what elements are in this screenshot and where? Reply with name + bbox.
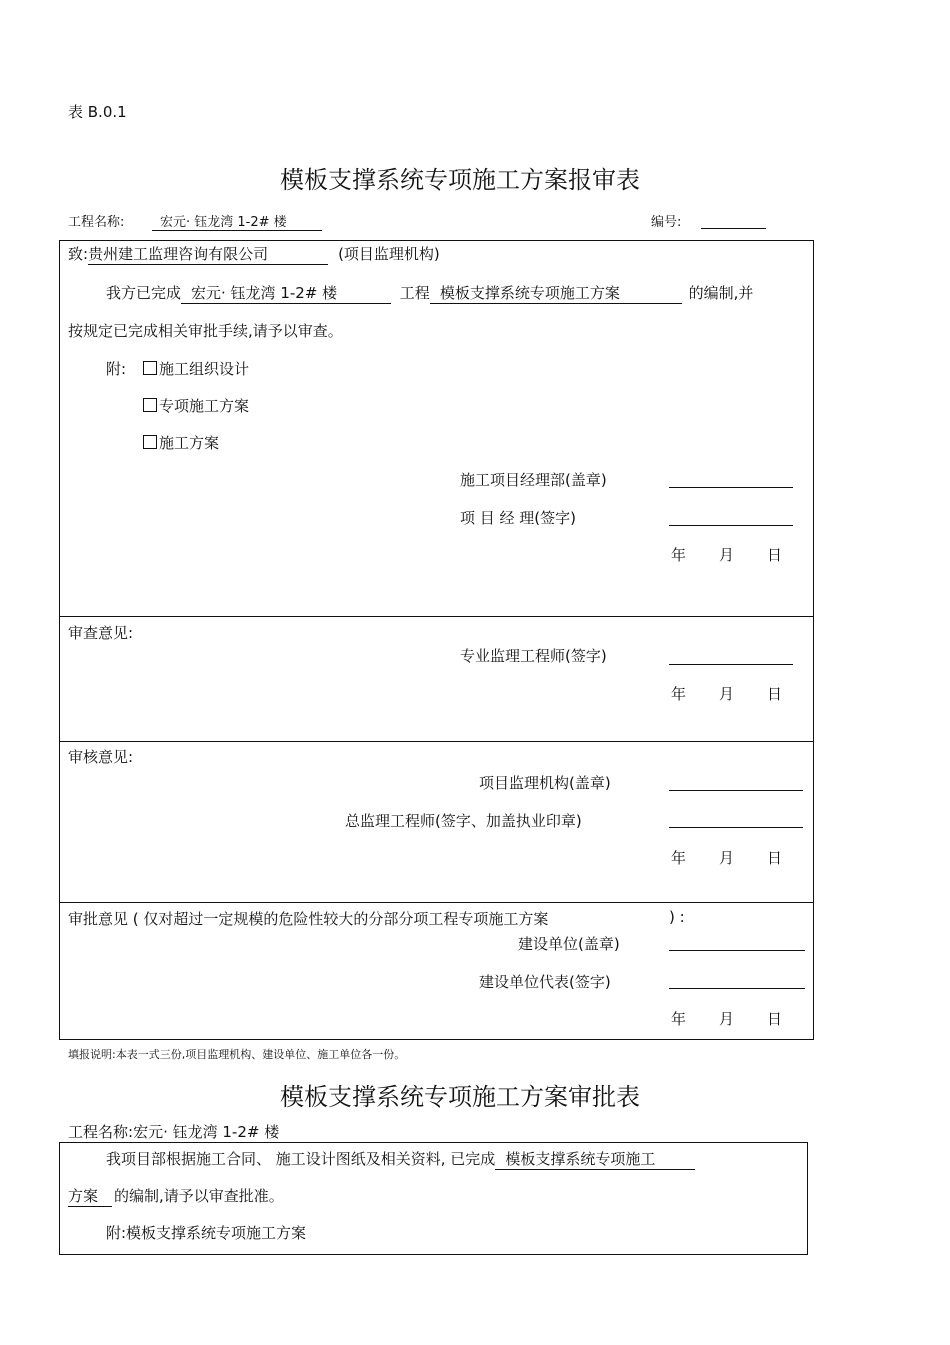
sig1-manager-line[interactable] <box>669 525 793 526</box>
audit-label: 审核意见: <box>68 748 134 766</box>
audit-chief-line[interactable] <box>669 827 803 828</box>
date-2: 年 月 日 <box>671 685 783 703</box>
audit-org-line[interactable] <box>669 790 803 791</box>
review-label: 审查意见: <box>68 624 134 642</box>
divider <box>59 741 814 742</box>
attach-item-0[interactable]: 施工组织设计 <box>143 358 249 379</box>
to-line: 致:贵州建工监理咨询有限公司 (项目监理机构) <box>68 245 440 263</box>
checkbox[interactable] <box>143 361 157 375</box>
project-name: 宏元· 钰龙湾 1-2# 楼 <box>152 211 322 231</box>
approve-unit-line[interactable] <box>669 950 805 951</box>
audit-org-label: 项目监理机构(盖章) <box>479 774 611 792</box>
review-sig-label: 专业监理工程师(签字) <box>460 647 607 665</box>
project2-line: 工程名称:宏元· 钰龙湾 1-2# 楼 <box>68 1123 280 1141</box>
t2-scheme-1: 模板支撑系统专项施工 <box>495 1148 695 1170</box>
number-label: 编号: <box>651 215 682 230</box>
date-1: 年 月 日 <box>671 546 783 564</box>
approve-close: ) : <box>669 908 685 926</box>
para2: 按规定已完成相关审批手续,请予以审查。 <box>68 322 343 340</box>
page-title-2: 模板支撑系统专项施工方案审批表 <box>280 1083 640 1111</box>
sig1-dept-line[interactable] <box>669 487 793 488</box>
attach-item-2[interactable]: 施工方案 <box>143 432 219 453</box>
form-code: 表 B.0.1 <box>68 103 127 121</box>
checkbox[interactable] <box>143 398 157 412</box>
approve-rep-line[interactable] <box>669 988 805 989</box>
approve-label: 审批意见 ( 仅对超过一定规模的危险性较大的分部分项工程专项施工方案 <box>68 910 549 928</box>
to-org: 贵州建工监理咨询有限公司 <box>88 243 328 265</box>
project-label: 工程名称: <box>68 215 125 230</box>
date-4: 年 月 日 <box>671 1010 783 1028</box>
page-title: 模板支撑系统专项施工方案报审表 <box>280 166 640 194</box>
sig1-dept-label: 施工项目经理部(盖章) <box>460 471 607 489</box>
attach-label: 附: <box>106 360 127 378</box>
divider <box>59 616 814 617</box>
t2-attach: 附:模板支撑系统专项施工方案 <box>106 1224 307 1242</box>
para1-project: 宏元· 钰龙湾 1-2# 楼 <box>181 282 391 304</box>
date-3: 年 月 日 <box>671 849 783 867</box>
sig1-manager-label: 项 目 经 理(签字) <box>460 509 577 527</box>
approve-rep-label: 建设单位代表(签字) <box>479 973 611 991</box>
approve-unit-label: 建设单位(盖章) <box>518 935 620 953</box>
para1-scheme: 模板支撑系统专项施工方案 <box>430 282 682 304</box>
review-sig-line[interactable] <box>669 664 793 665</box>
t2-scheme-2: 方案 <box>68 1185 112 1207</box>
para1: 我方已完成 宏元· 钰龙湾 1-2# 楼 工程 模板支撑系统专项施工方案 的编制,并 <box>106 284 754 302</box>
number-field-line[interactable] <box>701 228 766 229</box>
t2-line2: 方案 的编制,请予以审查批准。 <box>68 1187 284 1205</box>
checkbox[interactable] <box>143 435 157 449</box>
divider <box>59 902 814 903</box>
attach-item-1[interactable]: 专项施工方案 <box>143 395 249 416</box>
t2-line1: 我项目部根据施工合同、 施工设计图纸及相关资料, 已完成 模板支撑系统专项施工 <box>106 1148 695 1170</box>
fill-note: 填报说明:本表一式三份,项目监理机构、建设单位、施工单位各一份。 <box>68 1048 406 1061</box>
audit-chief-label: 总监理工程师(签字、加盖执业印章) <box>345 812 582 830</box>
